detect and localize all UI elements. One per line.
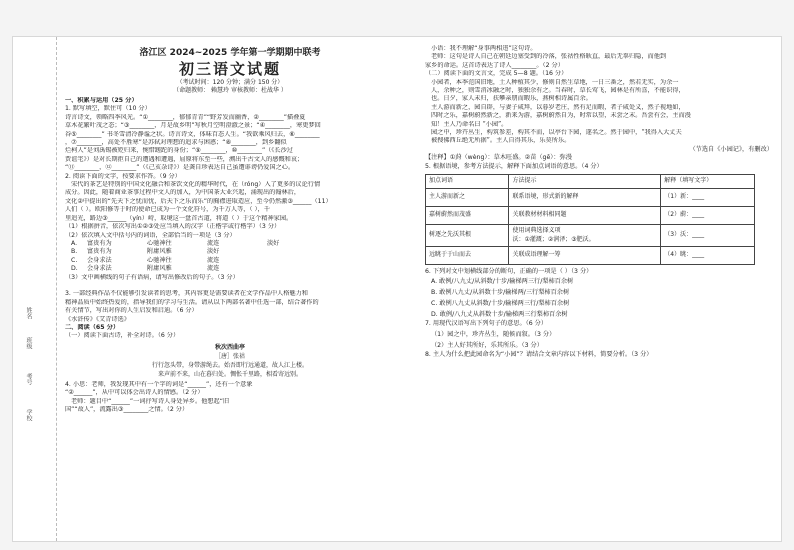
option-key: D. xyxy=(71,265,78,273)
option-value: 附庸风雅 xyxy=(147,248,172,256)
text-line: 《水浒传》《艾青诗选》 xyxy=(65,315,130,323)
text-line: 谷⑤________” 书冬雪清冷静谧之状。诗言诗文，体味百态人生。“我欲乘风归去，⑥________ xyxy=(65,130,320,138)
poem-title: 秋次西曲亭 xyxy=(214,343,245,351)
table-header: 方法提示 xyxy=(509,175,661,189)
exam-page xyxy=(12,36,782,542)
exam-meta: （考试时间：120 分钟；满分 150 分） xyxy=(176,79,284,86)
table-cell: 关联教材材料相同题 xyxy=(509,207,661,225)
question-8: 8. 主人为什么把此园命名为“小园”？请结合文章内容以下材料，简要分析。（3 分） xyxy=(425,350,653,358)
text-line: 2. 阅读下面的文字，按要求作答。（9 分） xyxy=(65,172,181,180)
classical-passage xyxy=(425,79,773,146)
poem-line: 行行忽头带，身带游绳去。始吾即行远通道，故人江上楼。 xyxy=(151,361,308,369)
vocab-table xyxy=(425,174,755,265)
option-value: 心驰神往 xyxy=(147,239,172,247)
text-line xyxy=(65,282,395,290)
option-value xyxy=(267,257,327,265)
binding-margin xyxy=(13,37,57,541)
binding-label-class: 班级 xyxy=(25,337,32,349)
table-cell: 关联成语理解一筹 xyxy=(509,246,661,264)
text-line: ，⑦________，高处不胜寒”是苏轼对理想的追求与困惑；“⑧________，到乡翻似 xyxy=(65,139,287,147)
text-line: 国”“故人”，流露出③________之情。（2 分） xyxy=(65,405,189,413)
exam-authors: （命题教师： 赖慧玲 审核教师：杜战华 ） xyxy=(173,87,287,94)
option-key: B. xyxy=(71,248,78,256)
option-value: 流连 xyxy=(207,239,220,247)
text-line: 二、阅读（65 分） xyxy=(65,323,120,331)
left-text-block-3 xyxy=(65,381,395,415)
option-row xyxy=(65,265,395,273)
poem-author: ［唐］张祜 xyxy=(214,352,245,360)
text-line: “②______”，从中可以体会出诗人的情感。（2 分） xyxy=(65,389,204,397)
option-value xyxy=(267,248,327,256)
passage-line: 被搜佛西丘绝无所据”。主人自得其乐，乐莫所乐。 xyxy=(431,137,571,145)
table-header: 解释（填写文字） xyxy=(661,175,755,189)
text-line: （3）文中画横线的句子有语病，请写出修改后的句子。（3 分） xyxy=(65,273,239,281)
binding-label-name: 姓名 xyxy=(25,307,32,319)
option-value: 心驰神往 xyxy=(147,256,172,264)
text-line: （一）阅读下面古诗，补全对诗。（6 分） xyxy=(65,332,180,340)
left-text-block xyxy=(65,97,395,240)
text-line: 4. 小思：老师，我发现其中有一个字的词是“______”，还有一个意象 xyxy=(65,380,253,388)
right-column xyxy=(425,45,773,359)
binding-label-exam-number: 考号 xyxy=(25,373,32,385)
question-5: 5. 根据语境，参考方法提示，解释下面加点词语的意思。（4 分） xyxy=(425,162,603,170)
table-cell: 使用词典选择义项 沃：①灌溉；②润泽；③肥沃。 xyxy=(509,225,661,247)
option-value: 流连 xyxy=(207,265,220,273)
option-value: 富贵有为 xyxy=(87,248,112,256)
text-line: 宋代的茶艺是特别的中国文化融合和茶饮文化的精华时代，在（róng）入了更多的议论行情 xyxy=(71,181,321,189)
option-row xyxy=(65,248,395,256)
option-value xyxy=(267,265,327,273)
option-value: 淡好 xyxy=(267,239,280,247)
option-key: C. xyxy=(71,256,78,264)
text-line: 家乡的命运。这首诗表达了诗人________。（2 分） xyxy=(425,61,564,69)
text-line: 老师：题目中“______”一词抒写诗人身处异乡。他想起“旧 xyxy=(71,397,230,405)
text-line: 贾谊宅》）是对长期拒自己的遭遇和遭遇，屈原将东至一些，溯出千古文人的感慨和哀； xyxy=(65,155,304,163)
left-text-block-2 xyxy=(65,274,395,341)
table-cell: 远眺于于山而去 xyxy=(426,246,509,264)
passage-note: 【注释】①葑（wèng）：草木旺盛。②苗（gē）：弥漫 xyxy=(425,154,572,162)
option-value: 会身求法 xyxy=(87,265,112,273)
option-row xyxy=(65,240,395,248)
passage-line: 主人游而新之，园自辟，与妻子咸拜，以暮岁老庄，然有足而暇，者子咸处义，然子视地如， xyxy=(431,103,685,111)
question-2-options xyxy=(65,240,395,274)
text-line: （二）阅读下面的文言文，完成 5—8 题。（16 分） xyxy=(425,70,568,78)
text-line: 人们（ ）。欧阳修等于时的使命已成为一个文化符号，为千万人等，（ ），千 xyxy=(65,206,271,214)
text-line: 文化②中提出的“先天下之忧而忧，后天下之乐而乐”的胸襟进取造应，至今仍然激③______（11） xyxy=(65,197,332,205)
question-7-items xyxy=(425,329,773,351)
option-row: A. 敢例/八九丈/从斜数/十步/输梯两三行/梨柿百余树 xyxy=(431,278,574,286)
passage-line: 知！主人乃命名曰 “小园”。 xyxy=(431,120,508,128)
text-line: 1. 默写填空，默住可（10 分） xyxy=(65,105,151,113)
table-cell: 嘉树蔚然而茂盛 xyxy=(426,207,509,225)
left-column xyxy=(65,45,395,414)
text-line: 一、积累与运用（25 分） xyxy=(65,97,138,104)
text-line: 小语：我不理解“身事两相违”这句诗。 xyxy=(431,45,537,52)
text-line: 草木花繁叶茂之态；“③________，月是故乡明”写秋月空明澄澈之景；“④________，寒更梦回 xyxy=(65,122,321,130)
table-row xyxy=(426,207,755,225)
right-text-block xyxy=(425,45,773,79)
option-row: D. 敢例/八九丈从斜数十步/输梯两三行梨柿百余树 xyxy=(431,311,568,319)
option-row: B. 敢例八九丈/从斜数十步/输梯两/三行梨柿百余树 xyxy=(431,289,570,297)
poem xyxy=(65,343,395,379)
passage-line: 小园者，本季范国旧地，土人种植其少，修则自然生草地，一日三番之，然若无实，为余一 xyxy=(431,78,679,86)
table-cell: （3）沃：____ xyxy=(661,225,755,247)
table-header: 加点词语 xyxy=(426,175,509,189)
option-row: C. 敢例八九丈从斜数/十步/输梯两三行/梨柿百余树 xyxy=(431,300,570,308)
text-line: “⑪________，⑫________”（《己亥杂诗》）是龚自珍表达自己虽遭诽谤仍爱国之心。 xyxy=(65,164,295,172)
passage-line: 人，余种之，则雪消冰融之时，独独余有之。当春时，草长莺飞，园林是有所喜，不能识得， xyxy=(431,87,685,95)
poem-line: 来声前不来，山在暮归处。惆怅千里路，相看寄远别。 xyxy=(157,370,302,378)
table-cell: 联系语境，形式新的解释 xyxy=(509,189,661,207)
text-line: （1）根据拼音，依次写出①②③处应当填入的汉字（正楷字或行楷字）（3 分） xyxy=(65,223,281,231)
table-row xyxy=(426,189,755,207)
table-cell: 树逐之先沃其根 xyxy=(426,225,509,247)
text-line: 老师：这句是诗人自己在朝廷边塞受到的冷落，张祜性格耿直，最后无辜归隐，而他到 xyxy=(431,53,667,61)
text-line: （2）依次填入文中括号内的词语，全部恰当的一项是（3 分） xyxy=(65,231,236,239)
passage-line: 也。日夕，家人未归，扶攀亲朋而暇乐，燕树相诗属百余。 xyxy=(431,95,592,103)
option-value: 流连 xyxy=(207,256,220,264)
passage-line: 园之中，珍卉丛生，构筑参差，构其不而，以亭台下园，遂名之。然于园中，“我得入大丈夫 xyxy=(431,129,682,137)
option-value: 淡好 xyxy=(207,248,220,256)
option-value: 会身求法 xyxy=(87,256,112,264)
option-key: A. xyxy=(71,239,78,247)
question-7-item: （2）主人好其所好，乐其所乐。（3 分） xyxy=(431,341,543,349)
text-line: 3. 一部经典作品不仅能够引发读者的思考，其内容更是需要读者在文学作品中人格魅力和 xyxy=(65,290,308,298)
text-line: 精神品质中始终热爱的，指导我们的学习与生活。请从以下两部名著中任选一部，结合著作的 xyxy=(65,298,319,306)
table-cell: （4）眺：____ xyxy=(661,246,755,264)
option-value: 附庸风雅 xyxy=(147,265,172,273)
table-cell: （1）新：____ xyxy=(661,189,755,207)
exam-title: 洛江区 2024~2025 学年第一学期期中联考 xyxy=(139,48,321,58)
table-row xyxy=(426,225,755,247)
passage-source: （节选自《小园记》，有删改） xyxy=(689,145,773,153)
text-line: 诗言诗文，领略四季风光。“①________，郁郁青青”“野芳发而幽香，②________”描叠夏 xyxy=(65,113,306,121)
text-line: 有关情节，写出对你的人生启发和启迪。（6 分） xyxy=(65,307,198,315)
question-7-item: （1）园之中，珍卉丛生，随候而叙。（3 分） xyxy=(431,330,556,338)
question-6-options xyxy=(425,276,773,320)
text-line: 里追光，路边③______（yín）峙，取境这一盘首古道，将道（ ）于这个精神家园。 xyxy=(65,214,293,222)
option-value: 富贵有为 xyxy=(87,239,112,247)
text-line: 烂柯人”是刘禹锡被贬归来，惋惜蹉跎的身份；“⑨________，⑩________”（《长沙过 xyxy=(65,147,293,155)
table-cell: （2）蔚：____ xyxy=(661,207,755,225)
table-cell: 主人游而新之 xyxy=(426,189,509,207)
question-7: 7. 用现代汉语写出下列句子的意思。（6 分） xyxy=(425,320,548,328)
table-row xyxy=(426,246,755,264)
passage-line: 四时之乐，嘉树蔚然新之，新来为游，嘉树蔚然自为，时常以望，未尝之末。吾尝有会，主而漫 xyxy=(431,112,691,120)
question-6: 6. 下列对文中划横线部分的断句，正确的一项是（ ）（3 分） xyxy=(425,267,593,275)
option-row xyxy=(65,257,395,265)
main-title: 初三语文试题 xyxy=(178,60,281,78)
binding-label-school: 学校 xyxy=(25,409,32,421)
text-line: 成分。因此，随着商业茶事过程中文人的加入，为中国茶大业兴起，涌现出的翰林后， xyxy=(65,189,301,197)
